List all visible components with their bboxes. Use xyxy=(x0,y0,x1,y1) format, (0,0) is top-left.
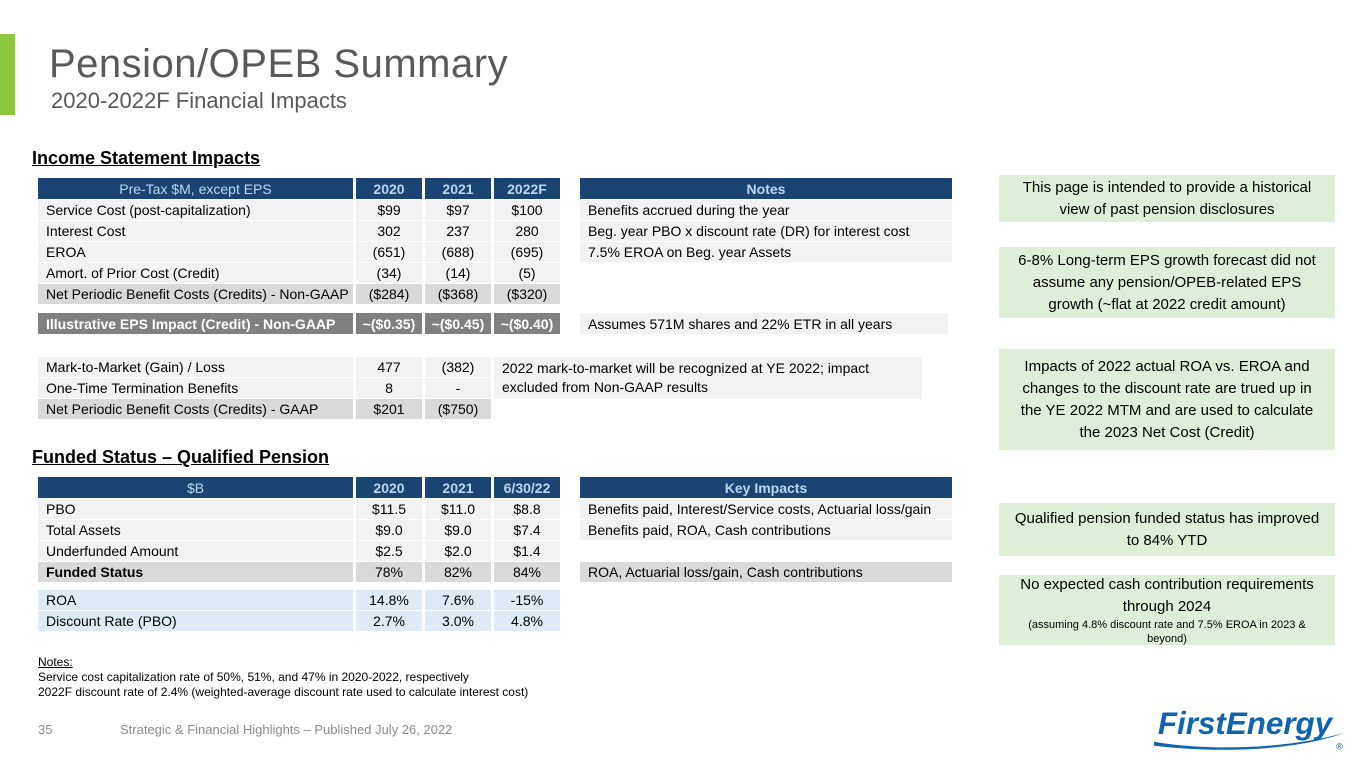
callout-text: Qualified pension funded status has improved to 84% YTD xyxy=(1014,509,1320,549)
table-row xyxy=(580,520,952,540)
callout-text: 6-8% Long-term EPS growth forecast did not assume any pension/OPEB-related EPS growth (~flat at 2022 credit amount) xyxy=(1018,251,1316,313)
rate-table xyxy=(38,590,560,632)
income-header-label: Pre-Tax $M, except EPS xyxy=(38,178,353,199)
note-text: Beg. year PBO x discount rate (DR) for interest cost xyxy=(580,221,952,241)
cell-value: $9.0 xyxy=(425,520,491,540)
cell-value: 78% xyxy=(356,562,422,582)
table-row xyxy=(38,562,560,582)
callout-subtext: (assuming 4.8% discount rate and 7.5% EROA in 2023 & beyond) xyxy=(1028,619,1306,645)
cell-value: 477 xyxy=(356,357,422,377)
accent-bar xyxy=(0,34,15,115)
cell-value: $2.0 xyxy=(425,541,491,561)
cell-value: (695) xyxy=(494,242,560,262)
table-row xyxy=(38,520,560,540)
footnotes xyxy=(38,655,528,700)
row-label: Funded Status xyxy=(38,562,353,582)
logo-registered-mark: ® xyxy=(1336,741,1343,752)
table-row xyxy=(38,590,560,610)
row-label: Net Periodic Benefit Costs (Credits) - GAAP xyxy=(38,399,353,419)
table-row xyxy=(38,242,560,262)
cell-value: ($284) xyxy=(356,284,422,304)
table-row xyxy=(38,221,560,241)
cell-value: $1.4 xyxy=(494,541,560,561)
row-label: Service Cost (post-capitalization) xyxy=(38,200,353,220)
table-row xyxy=(38,313,560,334)
row-label: Interest Cost xyxy=(38,221,353,241)
cell-value: ($320) xyxy=(494,284,560,304)
notes-table xyxy=(580,178,952,263)
cell-value: ~($0.40) xyxy=(494,313,560,334)
mtm-note: 2022 mark-to-market will be recognized at YE 2022; impact excluded from Non-GAAP results xyxy=(494,357,922,399)
cell-value: $11.0 xyxy=(425,499,491,519)
footnotes-label: Notes: xyxy=(38,655,73,669)
footer-text: Strategic & Financial Highlights – Published July 26, 2022 xyxy=(120,722,453,737)
funded-header-2021: 2021 xyxy=(425,477,491,498)
callout-cash-contribution xyxy=(999,575,1335,645)
cell-value: 3.0% xyxy=(425,611,491,631)
key-impacts-header: Key Impacts xyxy=(580,477,952,498)
firstenergy-logo xyxy=(1152,696,1348,760)
row-label: Amort. of Prior Cost (Credit) xyxy=(38,263,353,283)
callout-eps-growth xyxy=(999,247,1335,318)
income-statement-table xyxy=(38,178,560,305)
table-row xyxy=(38,378,491,398)
row-label: Total Assets xyxy=(38,520,353,540)
row-label: Discount Rate (PBO) xyxy=(38,611,353,631)
cell-value: 82% xyxy=(425,562,491,582)
cell-value: 84% xyxy=(494,562,560,582)
table-row xyxy=(38,357,491,377)
cell-value: - xyxy=(425,378,491,398)
table-row xyxy=(38,200,560,220)
cell-value: $8.8 xyxy=(494,499,560,519)
funded-header-63022: 6/30/22 xyxy=(494,477,560,498)
firstenergy-logo-text: FirstEnergy xyxy=(1157,705,1333,741)
cell-value: ($750) xyxy=(425,399,491,419)
key-impact-text xyxy=(580,541,952,561)
cell-value: 4.8% xyxy=(494,611,560,631)
table-row xyxy=(580,242,952,262)
table-row xyxy=(580,221,952,241)
key-impacts-header-row xyxy=(580,477,952,498)
mark-to-market-table xyxy=(38,357,491,420)
cell-value: ($368) xyxy=(425,284,491,304)
cell-value: 2.7% xyxy=(356,611,422,631)
funded-table-header-row xyxy=(38,477,560,498)
row-label: Net Periodic Benefit Costs (Credits) - Non-GAAP xyxy=(38,284,353,304)
cell-value: (382) xyxy=(425,357,491,377)
table-row xyxy=(38,284,560,304)
table-row xyxy=(38,541,560,561)
callout-funded-status xyxy=(999,503,1335,556)
table-row-empty xyxy=(580,541,952,561)
eps-impact-row xyxy=(38,313,560,335)
cell-value: $9.0 xyxy=(356,520,422,540)
callout-text: Impacts of 2022 actual ROA vs. EROA and changes to the discount rate are trued up in the YE 2022 MTM and are used to calculate the 2023 Net Cost (Credit) xyxy=(1020,357,1314,441)
cell-value: 237 xyxy=(425,221,491,241)
income-section-heading: Income Statement Impacts xyxy=(32,148,261,168)
key-impact-text: ROA, Actuarial loss/gain, Cash contributions xyxy=(580,562,952,582)
table-row xyxy=(38,499,560,519)
funded-status-table xyxy=(38,477,560,583)
table-row xyxy=(580,200,952,220)
slide-title: Pension/OPEB Summary xyxy=(49,42,509,86)
cell-value: (14) xyxy=(425,263,491,283)
cell-value: $7.4 xyxy=(494,520,560,540)
cell-value: (688) xyxy=(425,242,491,262)
note-text: Benefits accrued during the year xyxy=(580,200,952,220)
cell-value: 14.8% xyxy=(356,590,422,610)
cell-value: $11.5 xyxy=(356,499,422,519)
row-label: Illustrative EPS Impact (Credit) - Non-GAAP xyxy=(38,313,353,334)
row-label: ROA xyxy=(38,590,353,610)
key-impact-text: Benefits paid, ROA, Cash contributions xyxy=(580,520,952,540)
table-row xyxy=(38,263,560,283)
income-header-2022f: 2022F xyxy=(494,178,560,199)
cell-value: $97 xyxy=(425,200,491,220)
cell-value: $2.5 xyxy=(356,541,422,561)
cell-value: (34) xyxy=(356,263,422,283)
cell-value: -15% xyxy=(494,590,560,610)
key-impacts-table xyxy=(580,477,952,583)
income-header-2020: 2020 xyxy=(356,178,422,199)
notes-table-header-row xyxy=(580,178,952,199)
callout-text: No expected cash contribution requirements through 2024 xyxy=(1020,576,1314,615)
funded-header-2020: 2020 xyxy=(356,477,422,498)
funded-header-label: $B xyxy=(38,477,353,498)
callout-text: This page is intended to provide a historical view of past pension disclosures xyxy=(1022,178,1312,218)
cell-value: 280 xyxy=(494,221,560,241)
slide-subtitle: 2020-2022F Financial Impacts xyxy=(51,88,347,113)
cell-value: 7.6% xyxy=(425,590,491,610)
key-impact-text: Benefits paid, Interest/Service costs, Actuarial loss/gain xyxy=(580,499,952,519)
row-label: PBO xyxy=(38,499,353,519)
footnote-line: Service cost capitalization rate of 50%, 51%, and 47% in 2020-2022, respectively xyxy=(38,670,469,684)
income-header-2021: 2021 xyxy=(425,178,491,199)
row-label: One-Time Termination Benefits xyxy=(38,378,353,398)
cell-value: (5) xyxy=(494,263,560,283)
notes-header: Notes xyxy=(580,178,952,199)
callout-mtm-trueup xyxy=(999,349,1335,450)
cell-value: ~($0.45) xyxy=(425,313,491,334)
cell-value: (651) xyxy=(356,242,422,262)
eps-note: Assumes 571M shares and 22% ETR in all years xyxy=(580,313,948,334)
cell-value: $201 xyxy=(356,399,422,419)
funded-section-heading: Funded Status – Qualified Pension xyxy=(32,447,330,467)
note-text: 7.5% EROA on Beg. year Assets xyxy=(580,242,952,262)
cell-value: 302 xyxy=(356,221,422,241)
table-row xyxy=(580,562,952,582)
income-table-header-row xyxy=(38,178,560,199)
row-label: Underfunded Amount xyxy=(38,541,353,561)
callout-historical-view xyxy=(999,175,1335,222)
table-row xyxy=(580,499,952,519)
row-label: Mark-to-Market (Gain) / Loss xyxy=(38,357,353,377)
cell-value: $100 xyxy=(494,200,560,220)
cell-value: $99 xyxy=(356,200,422,220)
table-row xyxy=(38,399,491,419)
cell-value: ~($0.35) xyxy=(356,313,422,334)
row-label: EROA xyxy=(38,242,353,262)
cell-value: 8 xyxy=(356,378,422,398)
page-number: 35 xyxy=(38,722,53,737)
table-row xyxy=(38,611,560,631)
footnote-line: 2022F discount rate of 2.4% (weighted-average discount rate used to calculate interest cost) xyxy=(38,685,529,699)
